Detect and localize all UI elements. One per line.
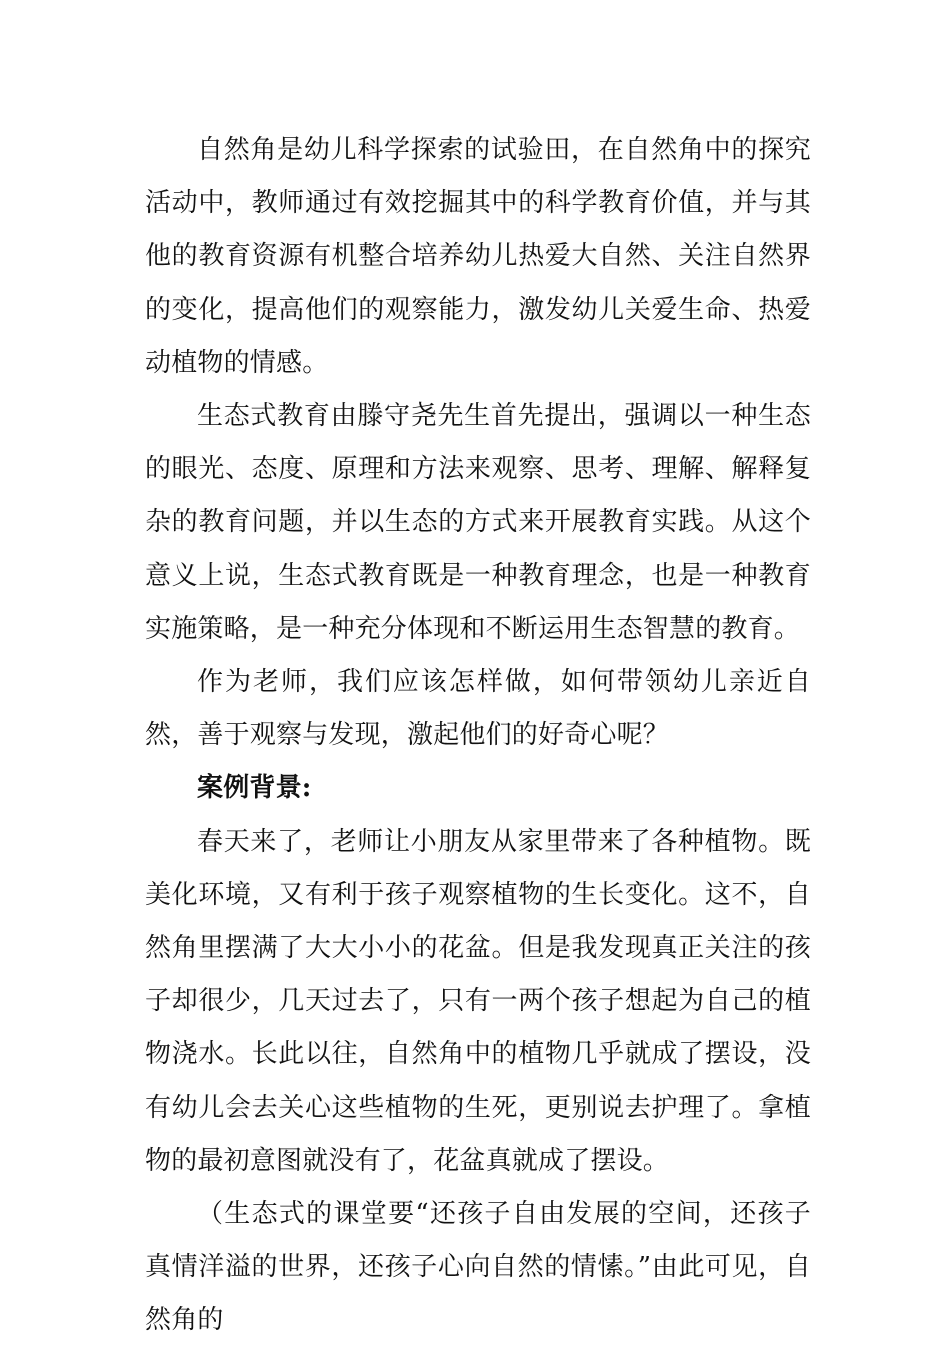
document-page: [145, 124, 811, 1348]
intro-paragraph-ecological-education: 生态式教育由滕守尧先生首先提出，强调以一种生态的眼光、态度、原理和方法来观察、思考、理解、解释复杂的教育问题，并以生态的方式来开展教育实践。从这个意义上说，生态式教育既是一种教育理念，也是一种教育实施策略，是一种充分体现和不断运用生态智慧的教育。: [145, 401, 811, 644]
case-paragraph-spring-plants: 春天来了，老师让小朋友从家里带来了各种植物。既美化环境，又有利于孩子观察植物的生长变化。这不，自然角里摆满了大大小小的花盆。但是我发现真正关注的孩子却很少，几天过去了，只有一两个孩子想起为自己的植物浇水。长此以往，自然角中的植物几乎就成了摆设，没有幼儿会去关心这些植物的生死，更别说去护理了。拿植物的最初意图就没有了，花盆真就成了摆设。: [145, 826, 811, 1176]
case-paragraph-ecological-classroom: （生态式的课堂要“还孩子自由发展的空间，还孩子真情洋溢的世界，还孩子心向自然的情愫。”由此可见，自然角的: [145, 1199, 811, 1336]
intro-paragraph-nature-corner: 自然角是幼儿科学探索的试验田，在自然角中的探究活动中，教师通过有效挖掘其中的科学教育价值，并与其他的教育资源有机整合培养幼儿热爱大自然、关注自然界的变化，提高他们的观察能力，激发幼儿关爱生命、热爱动植物的情感。: [145, 135, 811, 378]
intro-paragraph-teacher-question: 作为老师，我们应该怎样做，如何带领幼儿亲近自然，善于观察与发现，激起他们的好奇心呢？: [145, 667, 811, 751]
section-heading-case-background: 案例背景:: [197, 773, 312, 804]
